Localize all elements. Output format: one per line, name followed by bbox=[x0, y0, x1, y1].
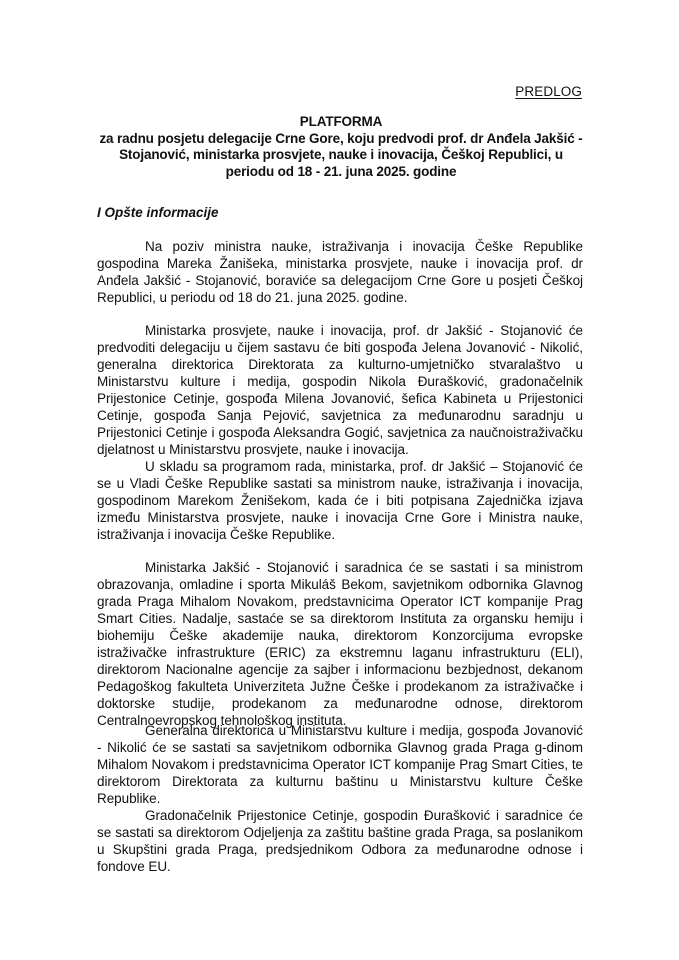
paragraph: Ministarka Jakšić - Stojanović i saradnica će se sastati i sa ministrom obrazovanja, omladine i sporta Mikuláš Bekom, savjetnikom odbornika Glavnog grada Praga Mihalom Novakom, predstavnicima Operator ICT kompanije Prag Smart Cities. Nadalje, sastaće se sa direktorom Instituta za organsku hemiju i biohemiju Češke akademije nauka, direktorom Konzorcijuma evropske istraživačke infrastrukture (ERIC) za ekstremnu laganu infrastrukturu (ELI), direktorom Nacionalne agencije za sajber i informacionu bezbjednost, dekanom Pedagoškog fakulteta Univerziteta Južne Češke i prodekanom za istraživačke i doktorske studije, prodekanom za međunarodne odnose, direktorom Centralnoevropskog tehnološkog instituta. bbox=[97, 560, 583, 728]
paragraph: Gradonačelnik Prijestonice Cetinje, gospodin Đurašković i saradnice će se sastati sa direktorom Odjeljenja za zaštitu baštine grada Praga, sa poslanikom u Skupštini grada Praga, predsjednikom Odbora za međunarodne odnose i fondove EU. bbox=[97, 808, 583, 874]
document-subtitle: za radnu posjetu delegacije Crne Gore, koju predvodi prof. dr Anđela Jakšić - Stojanović, ministarka prosvjete, nauke i inovacija, Češkoj Republici, u periodu od 18 - 21. juna 2025. godine bbox=[99, 130, 583, 179]
paragraph: U skladu sa programom rada, ministarka, prof. dr Jakšić – Stojanović će se u Vladi Češke Republike sastati sa ministrom nauke, istraživanja i inovacija, gospodinom Marekom Ženišekom, kada će i biti potpisana Zajednička izjava između Ministarstva prosvjete, nauke i inovacija Crne Gore i Ministra nauke, istraživanja i inovacija Češke Republike. bbox=[97, 459, 583, 542]
paragraph: Na poziv ministra nauke, istraživanja i inovacija Češke Republike gospodina Mareka Žanišeka, ministarka prosvjete, nauke i inovacija prof. dr Anđela Jakšić - Stojanović, boraviće sa delegacijom Crne Gore u posjeti Češkoj Republici, u periodu od 18 do 21. juna 2025. godine. bbox=[97, 239, 583, 305]
title-block bbox=[97, 114, 585, 180]
document-title: PLATFORMA bbox=[299, 114, 383, 129]
section-heading: I Opšte informacije bbox=[97, 205, 219, 220]
proposal-label: PREDLOG bbox=[515, 84, 582, 99]
paragraph: Ministarka prosvjete, nauke i inovacija, prof. dr Jakšić - Stojanović će predvoditi delegaciju u čijem sastavu će biti gospođa Jelena Jovanović - Nikolić, generalna direktorica Direktorata za kulturno-umjetničko stvaralaštvo u Ministarstvu kulture i medija, gospodin Nikola Đurašković, gradonačelnik Prijestonice Cetinje, gospođa Milena Jovanović, šefica Kabineta u Prijestonici Cetinje, gospođa Sanja Pejović, savjetnica za međunarodnu saradnju u Prijestonici Cetinje i gospođa Aleksandra Gogić, savjetnica za naučnoistraživačku djelatnost u Ministarstvu prosvjete, nauke i inovacija. bbox=[97, 323, 583, 457]
paragraph: Generalna direktorica u Ministarstvu kulture i medija, gospođa Jovanović - Nikolić će se sastati sa savjetnikom odbornika Glavnog grada Praga g-dinom Mihalom Novakom i predstavnicima Operator ICT kompanije Prag Smart Cities, te direktorom Direktorata za kulturnu baštinu u Ministarstvu kulture Češke Republike. bbox=[97, 723, 583, 806]
